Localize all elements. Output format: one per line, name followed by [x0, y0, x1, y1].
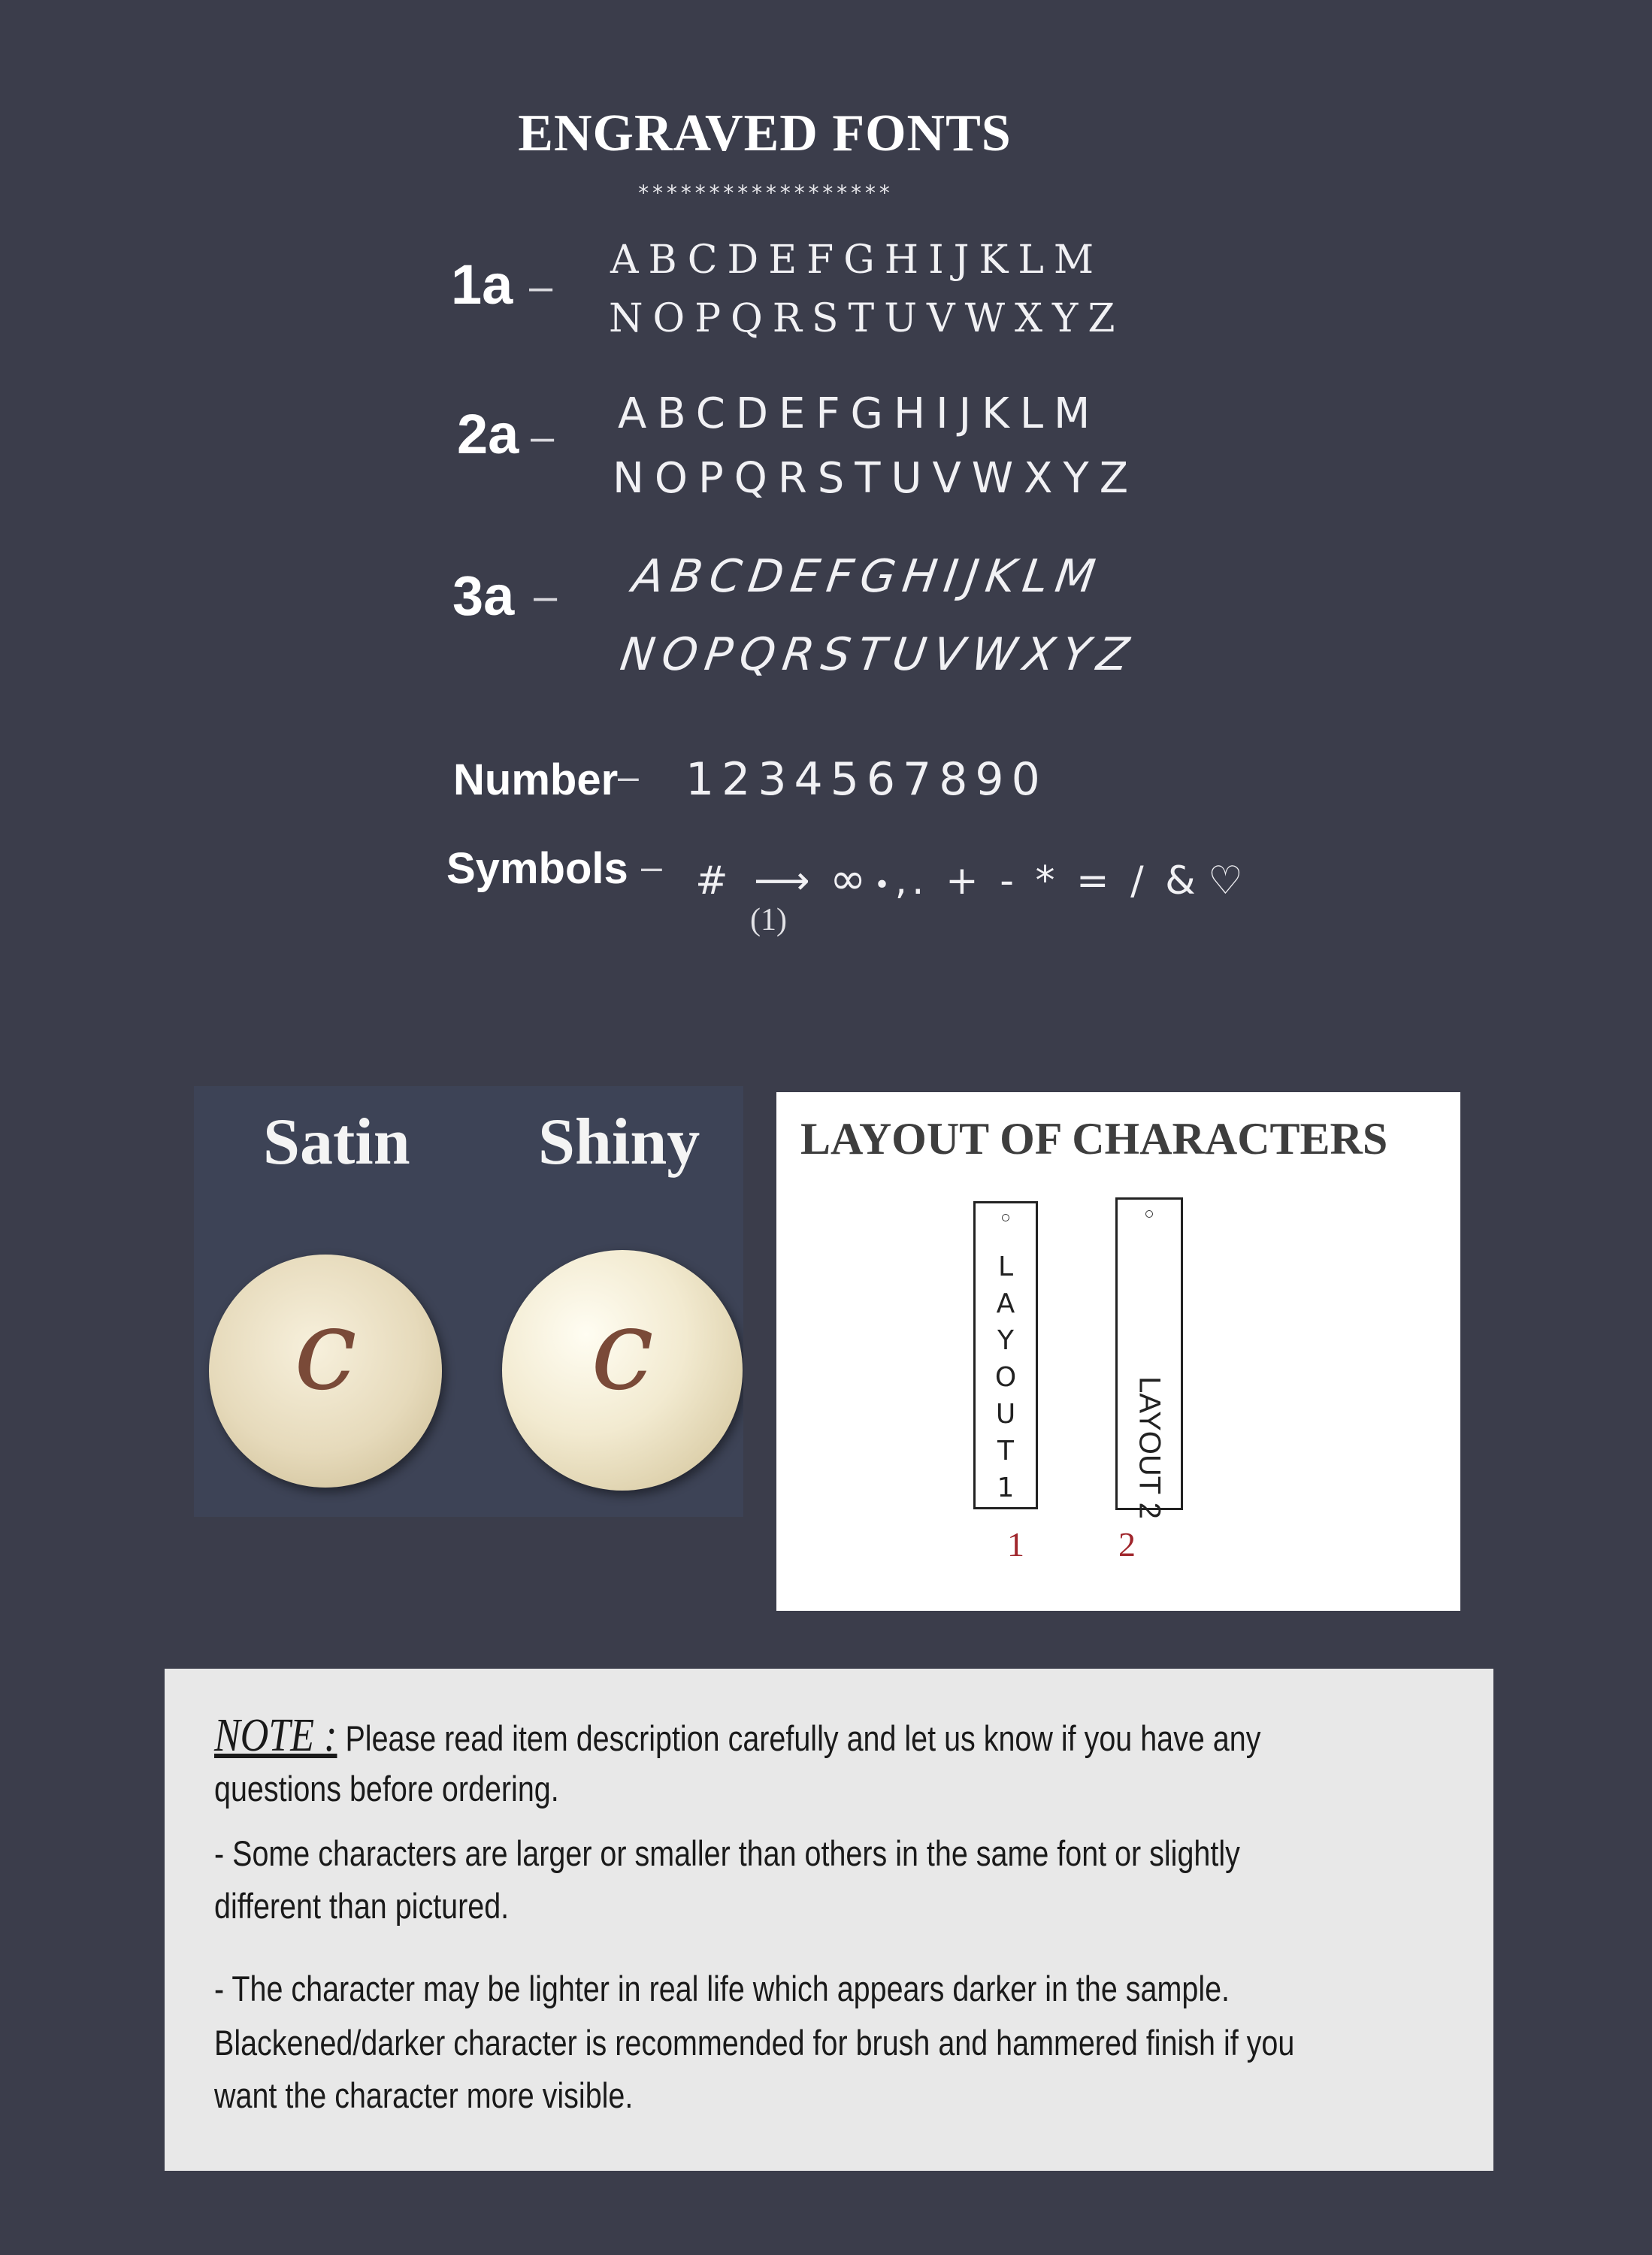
- shiny-coin-letter: c: [590, 1285, 654, 1415]
- font-1a-row-2: NOPQRSTUVWXYZ: [609, 296, 1125, 341]
- symbols-label: Symbols: [446, 844, 628, 893]
- layout-1-char: 1: [997, 1473, 1015, 1503]
- hash-symbol: #: [695, 858, 728, 904]
- layout-1-char: T: [997, 1436, 1014, 1467]
- layout-title: LAYOUT OF CHARACTERS: [800, 1114, 1388, 1164]
- note-text-3: - Some characters are larger or smaller than others in the same font or slightly: [214, 1833, 1240, 1873]
- note-text-6: Blackened/darker character is recommended for brush and hammered finish if you: [214, 2023, 1295, 2063]
- satin-coin: [209, 1255, 442, 1488]
- satin-label: Satin: [263, 1106, 410, 1179]
- layout-1-text: [976, 1249, 1036, 1506]
- layout-1-char: U: [995, 1399, 1016, 1430]
- font-dash-1a: –: [529, 262, 553, 310]
- layout-number-2: 2: [1118, 1525, 1136, 1563]
- note-heading: NOTE :: [214, 1710, 337, 1761]
- bullet-symbol: •: [873, 870, 891, 900]
- arrow-footnote: (1): [750, 903, 787, 937]
- layout-panel: [776, 1092, 1460, 1611]
- font-2a-row-2: NOPQRSTUVWXYZ: [613, 454, 1139, 503]
- punctuation-symbols: ,. + - * = / &: [894, 858, 1200, 904]
- note-text-4: different than pictured.: [214, 1886, 510, 1926]
- numbers-dash: –: [618, 755, 639, 798]
- symbols-row: [695, 853, 1243, 904]
- note-first-line: [214, 1709, 1260, 1763]
- layout-2-text: LAYOUT 2: [1133, 1376, 1166, 1519]
- font-dash-2a: –: [531, 413, 555, 460]
- page-title: ENGRAVED FONTS: [518, 104, 1012, 162]
- font-2a-row-1: ABCDEFGHIJKLM: [618, 389, 1101, 438]
- font-label-2a: 2a: [457, 403, 519, 465]
- symbols-dash: –: [641, 846, 662, 888]
- shiny-coin: [502, 1250, 743, 1491]
- satin-coin-letter: c: [293, 1285, 357, 1415]
- tag-hole-icon: [1145, 1210, 1153, 1218]
- font-label-1a: 1a: [451, 253, 513, 316]
- note-text-1: Please read item description carefully and let us know if you have any: [345, 1718, 1261, 1758]
- heart-icon: ♡: [1208, 858, 1243, 904]
- tag-hole-icon: [1002, 1214, 1009, 1221]
- title-divider: ******************: [637, 180, 893, 205]
- layout-2-tag: [1115, 1197, 1183, 1519]
- finish-sample-photo: [194, 1086, 743, 1517]
- layout-number-1: 1: [1007, 1525, 1024, 1563]
- font-3a-row-1: ABCDEFGHIJKLM: [629, 550, 1106, 603]
- note-text-5: - The character may be lighter in real life which appears darker in the sample.: [214, 1969, 1230, 2008]
- layout-1-char: Y: [997, 1325, 1014, 1356]
- shiny-label: Shiny: [538, 1106, 700, 1179]
- font-label-3a: 3a: [452, 565, 515, 627]
- font-dash-3a: –: [534, 572, 558, 619]
- font-3a-row-2: NOPQRSTUVWXYZ: [617, 628, 1140, 681]
- note-text-7: want the character more visible.: [214, 2075, 634, 2115]
- layout-1-char: L: [997, 1252, 1014, 1282]
- layout-1-tag: [973, 1201, 1038, 1509]
- arrow-symbol: ⟶: [754, 858, 810, 904]
- layout-1-char: A: [996, 1288, 1015, 1319]
- layout-1-char: O: [994, 1362, 1017, 1393]
- numbers-value: 1234567890: [685, 753, 1048, 806]
- numbers-label: Number: [453, 755, 619, 804]
- font-1a-row-1: ABCDEFGHIJKLM: [610, 238, 1104, 283]
- infinity-symbol: ∞: [830, 853, 867, 904]
- note-panel: [165, 1669, 1493, 2171]
- note-text-2: questions before ordering.: [214, 1769, 559, 1809]
